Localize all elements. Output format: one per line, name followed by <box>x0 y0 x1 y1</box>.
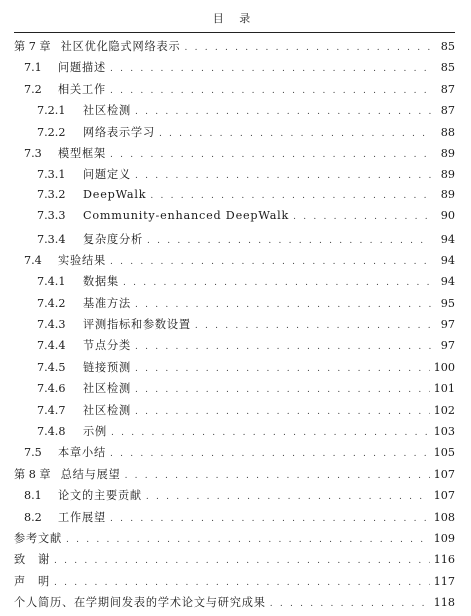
dot-leader <box>135 385 430 395</box>
toc-entry-title: 社区检测 <box>83 403 131 417</box>
toc-entry-number: 7.3.3 <box>37 209 66 223</box>
dot-leader <box>293 212 431 222</box>
toc-entry[interactable] <box>14 59 455 80</box>
toc-entry-title: 社区检测 <box>83 104 131 118</box>
toc-entry-page-number: 108 <box>433 510 455 524</box>
toc-entry-title: 社区优化隐式网络表示 <box>60 40 181 53</box>
dot-leader <box>110 64 431 74</box>
dot-leader <box>146 492 430 502</box>
toc-entry-page-number: 101 <box>433 382 455 396</box>
toc-entry-title: 本章小结 <box>58 446 106 460</box>
toc-entry[interactable] <box>14 423 455 444</box>
dot-leader <box>110 449 430 459</box>
toc-entry-page-number: 95 <box>440 296 455 310</box>
toc-entry-page-number: 102 <box>433 403 455 417</box>
toc-entry[interactable] <box>14 573 455 594</box>
toc-entry-number: 7.2.2 <box>37 125 66 139</box>
toc-entry-page-number: 97 <box>440 339 455 353</box>
toc-entry-title: 基准方法 <box>83 296 131 310</box>
toc-entry[interactable] <box>14 359 455 380</box>
toc-entry-title: 致 谢 <box>14 553 50 567</box>
dot-leader <box>135 107 431 117</box>
dot-leader <box>110 150 431 160</box>
toc-entry[interactable] <box>14 594 455 615</box>
toc-entry[interactable] <box>14 466 455 487</box>
toc-entry-number: 7.5 <box>24 446 42 460</box>
toc-entry-title: Community-enhanced DeepWalk <box>83 209 290 223</box>
toc-entry-page-number: 85 <box>440 40 455 53</box>
toc-entry-number: 7.4.7 <box>37 403 66 417</box>
toc-entry-page-number: 94 <box>440 253 455 267</box>
dot-leader <box>270 599 430 609</box>
dot-leader <box>135 171 431 181</box>
toc-entry[interactable] <box>14 487 455 508</box>
toc-entry-title: 参考文献 <box>14 531 62 545</box>
toc-entry-number: 7.3.4 <box>37 232 66 246</box>
toc-entry-title: 实验结果 <box>58 253 106 267</box>
dot-leader <box>54 556 430 566</box>
toc-entry-title: 社区检测 <box>83 382 131 396</box>
dot-leader <box>66 535 430 545</box>
dot-leader <box>54 578 430 588</box>
toc-entry-page-number: 89 <box>440 146 455 160</box>
toc-entry-page-number: 87 <box>440 82 455 96</box>
toc-entry-page-number: 85 <box>440 61 455 75</box>
toc-entry[interactable] <box>14 252 455 273</box>
toc-entry-page-number: 100 <box>433 360 455 374</box>
toc-entry[interactable] <box>14 530 455 551</box>
dot-leader <box>159 129 431 139</box>
toc-entry-number: 7.4.3 <box>37 318 66 332</box>
toc-entry-title: 模型框架 <box>58 146 106 160</box>
dot-leader <box>135 342 431 352</box>
toc-entry[interactable] <box>14 81 455 102</box>
toc-entry-number: 7.3.1 <box>37 168 66 182</box>
toc-entry-page-number: 118 <box>433 596 455 610</box>
dot-leader <box>135 407 430 417</box>
toc-entry[interactable] <box>14 273 455 294</box>
toc-entry-page-number: 89 <box>440 187 455 201</box>
toc-entry-number: 7.3.2 <box>37 187 66 201</box>
toc-entry-title: 论文的主要贡献 <box>58 489 142 503</box>
dot-leader <box>195 321 431 331</box>
dot-leader <box>150 191 431 201</box>
toc-entry[interactable] <box>14 209 455 230</box>
dot-leader <box>111 428 430 438</box>
toc-entry-page-number: 89 <box>440 168 455 182</box>
toc-entry-number: 7.4.8 <box>37 425 66 439</box>
toc-entry-number: 7.3 <box>24 146 42 160</box>
toc-entry-title: 个人简历、在学期间发表的学术论文与研究成果 <box>14 596 266 610</box>
toc-entry-number: 第 8 章 <box>14 467 51 481</box>
toc-entry[interactable] <box>14 145 455 166</box>
toc-entry-page-number: 105 <box>433 446 455 460</box>
toc-entry-page-number: 107 <box>433 467 455 481</box>
toc-entry-title: 复杂度分析 <box>83 232 143 246</box>
toc-entry-number: 7.4 <box>24 253 42 267</box>
dot-leader <box>135 364 430 374</box>
toc-entry[interactable] <box>14 509 455 530</box>
dot-leader <box>135 300 431 310</box>
toc-entry-page-number: 103 <box>433 425 455 439</box>
dot-leader <box>110 86 431 96</box>
toc-entry[interactable] <box>14 231 455 252</box>
toc-entry-page-number: 94 <box>440 275 455 289</box>
toc-entry-page-number: 87 <box>440 104 455 118</box>
toc-entry-page-number: 109 <box>433 531 455 545</box>
toc-entry-number: 7.4.5 <box>37 360 66 374</box>
toc-entry-title: 数据集 <box>83 275 119 289</box>
dot-leader <box>147 236 431 246</box>
toc-entry-title: 声 明 <box>14 574 50 588</box>
toc-entry-title: DeepWalk <box>83 187 147 201</box>
dot-leader <box>123 278 431 288</box>
toc-entry-number: 7.4.4 <box>37 339 66 353</box>
toc-entry-number: 7.4.1 <box>37 275 66 289</box>
toc-entry-title: 节点分类 <box>83 339 131 353</box>
toc-entry[interactable] <box>14 166 455 187</box>
dot-leader <box>110 514 430 524</box>
toc-entry[interactable] <box>14 380 455 401</box>
dot-leader <box>185 43 432 53</box>
toc-entry-page-number: 117 <box>433 574 455 588</box>
toc-entry-title: 链接预测 <box>83 360 131 374</box>
toc-entry[interactable] <box>14 551 455 572</box>
dot-leader <box>125 471 430 481</box>
toc-entry[interactable] <box>14 444 455 465</box>
toc-entry-page-number: 116 <box>433 553 455 567</box>
toc-entry-number: 8.2 <box>24 510 42 524</box>
toc-entry[interactable] <box>14 402 455 423</box>
toc-entry-title: 示例 <box>83 425 107 439</box>
dot-leader <box>110 257 431 267</box>
toc-entry-page-number: 97 <box>440 318 455 332</box>
toc-entry-page-number: 94 <box>440 232 455 246</box>
toc-entry[interactable] <box>14 102 455 123</box>
toc-entry-number: 8.1 <box>24 489 42 503</box>
toc-entry-title: 工作展望 <box>58 510 106 524</box>
toc-entry[interactable] <box>14 295 455 316</box>
toc-entry-page-number: 88 <box>440 125 455 139</box>
toc-entry-title: 总结与展望 <box>60 467 121 481</box>
toc-entry-title: 问题描述 <box>58 61 106 75</box>
toc-entry-title: 问题定义 <box>83 168 131 182</box>
toc-entry[interactable] <box>14 124 455 145</box>
toc-entry-title: 评测指标和参数设置 <box>83 318 191 332</box>
toc-entry-title: 网络表示学习 <box>83 125 155 139</box>
toc-entry[interactable] <box>14 316 455 337</box>
toc-entry-number: 7.4.2 <box>37 296 66 310</box>
toc-entry[interactable] <box>14 337 455 358</box>
toc-entry-title: 相关工作 <box>58 82 106 96</box>
toc-entry[interactable] <box>14 38 455 59</box>
toc-entry-number: 7.1 <box>24 61 42 75</box>
table-of-contents <box>14 38 455 616</box>
toc-entry-number: 7.2 <box>24 82 42 96</box>
toc-entry-number: 第 7 章 <box>14 40 51 53</box>
toc-entry-page-number: 107 <box>433 489 455 503</box>
toc-entry-number: 7.2.1 <box>37 104 66 118</box>
toc-entry-number: 7.4.6 <box>37 382 66 396</box>
running-header: 目 录 <box>14 6 455 33</box>
toc-entry-page-number: 90 <box>440 209 455 223</box>
toc-entry[interactable] <box>14 188 455 209</box>
